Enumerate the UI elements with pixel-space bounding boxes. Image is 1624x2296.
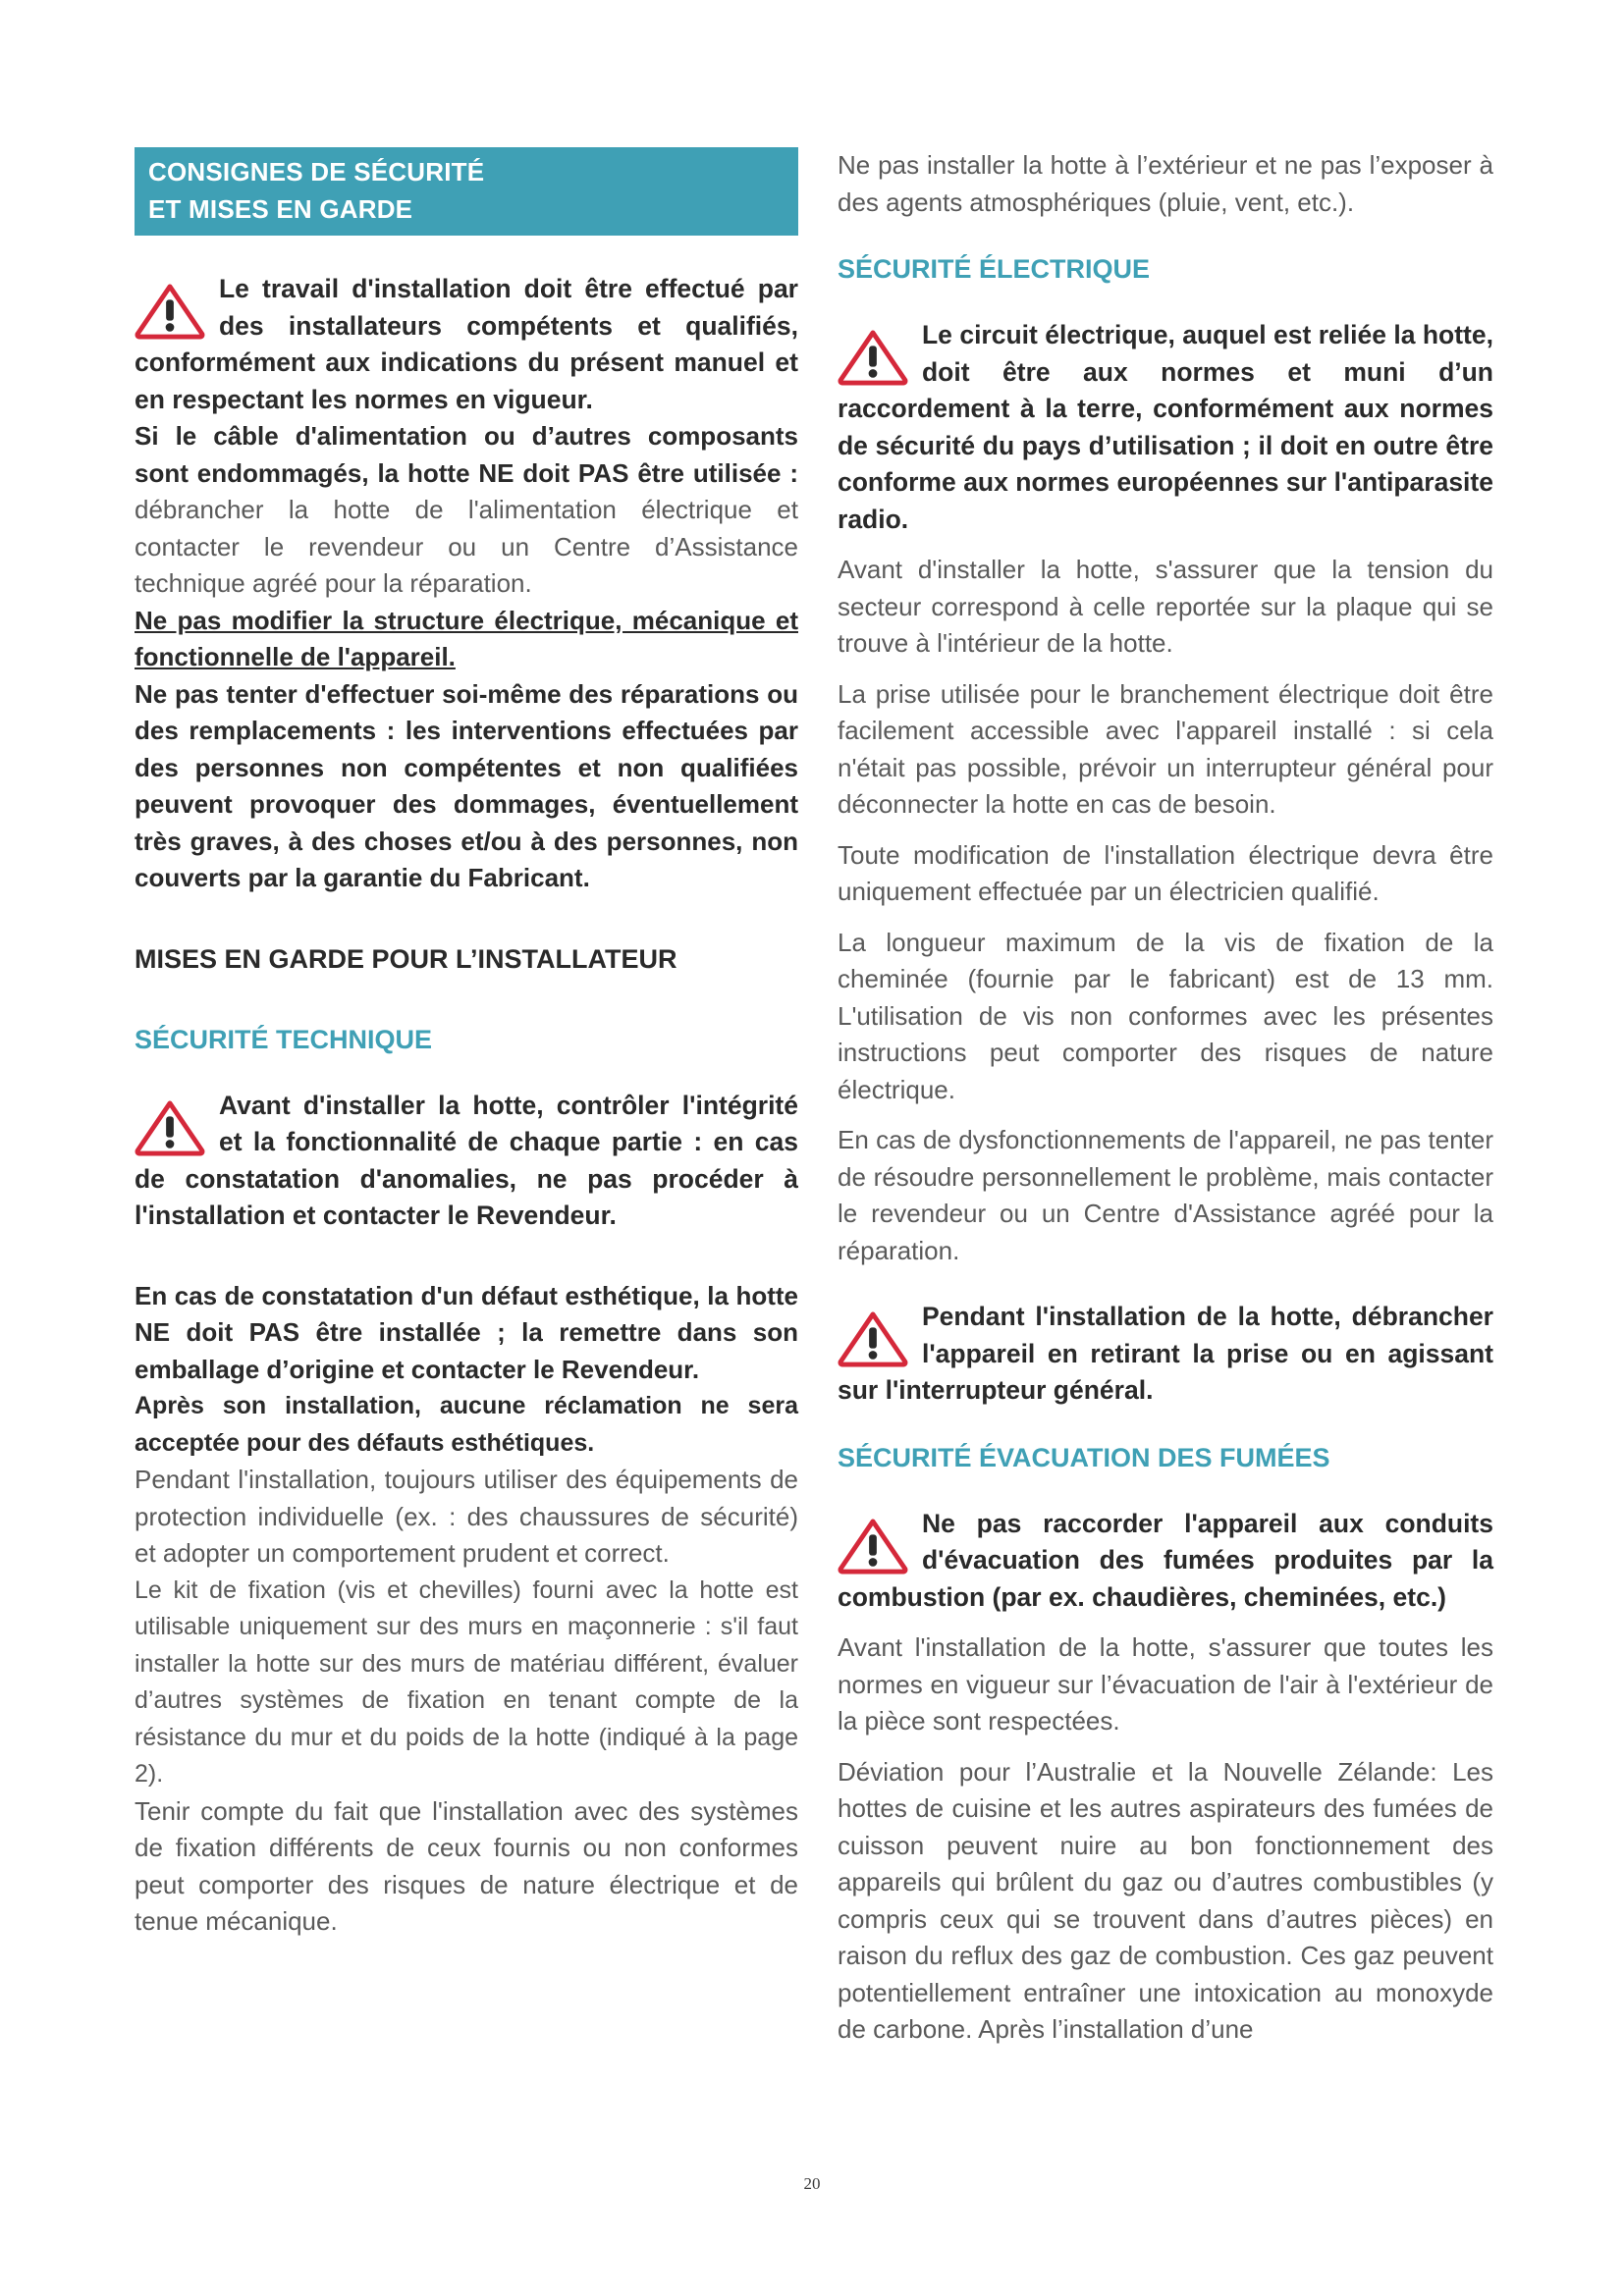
- screw-paragraph: La longueur maximum de la vis de fixation de la cheminée (fournie par le fabricant) est de 13 mm. L'utilisation de vis non conformes avec les présentes instructions peut comporter des risques de nature électrique.: [838, 927, 1493, 1104]
- norms-paragraph: Avant l'installation de la hotte, s'assurer que toutes les normes en vigueur sur l’évacuation de l'air à l'extérieur de la pièce sont respectées.: [838, 1632, 1493, 1735]
- warning-circuit-text: Le circuit électrique, auquel est reliée la hotte, doit être aux normes et muni d’un raccordement à la terre, conformément aux normes de sécurité du pays d’utilisation ; il doit en outre être conforme aux normes européennes sur l'antiparasite radio.: [838, 320, 1493, 534]
- warning-integrity: [135, 1088, 798, 1235]
- warning-installers: [135, 271, 798, 418]
- warning-triangle-icon: [838, 1310, 908, 1367]
- warning-integrity-text: Avant d'installer la hotte, contrôler l'intégrité et la fonctionnalité de chaque partie : en cas de constatation d'anomalies, ne pas procéder à l'installation et contacter le Revendeur.: [135, 1090, 798, 1230]
- aesthetic-defect-warning: En cas de constatation d'un défaut esthétique, la hotte NE doit PAS être installée ; la remettre dans son emballage d’origine et contacter le Revendeur.: [135, 1280, 798, 1384]
- voltage-paragraph: Avant d'installer la hotte, s'assurer que la tension du secteur correspond à celle reportée sur la plaque qui se trouve à l'intérieur de la hotte.: [838, 555, 1493, 658]
- section-title-line2: ET MISES EN GARDE: [148, 194, 413, 224]
- warning-circuit: [838, 317, 1493, 538]
- damaged-cable-paragraph: [135, 418, 798, 603]
- warning-unplug: [838, 1299, 1493, 1410]
- technical-safety-heading: SÉCURITÉ TECHNIQUE: [135, 1024, 433, 1054]
- warning-triangle-icon: [838, 1518, 908, 1575]
- warning-installers-text: Le travail d'installation doit être effectué par des installateurs compétents et qualifiés, conformément aux indications du présent manuel et en respectant les normes en vigueur.: [135, 274, 798, 414]
- left-column: [135, 147, 798, 1941]
- no-repair-warning: Ne pas tenter d'effectuer soi-même des réparations ou des remplacements : les interventions effectuées par des personnes non compétentes et non qualifiées peuvent provoquer des dommages, éventuellement très graves, à des choses et/ou à des personnes, non couverts par la garantie du Fabricant.: [135, 678, 798, 892]
- no-modify-warning: Ne pas modifier la structure électrique, mécanique et fonctionnelle de l'appareil.: [135, 605, 798, 671]
- page-number: 20: [803, 2174, 821, 2193]
- installer-heading: MISES EN GARDE POUR L’INSTALLATEUR: [135, 943, 677, 974]
- electrician-paragraph: Toute modification de l'installation électrique devra être uniquement effectuée par un électricien qualifié.: [838, 839, 1493, 906]
- electrical-safety-heading: SÉCURITÉ ÉLECTRIQUE: [838, 254, 1151, 284]
- warning-flue-text: Ne pas raccorder l'appareil aux conduits d'évacuation des fumées produites par la combustion (par ex. chaudières, cheminées, etc.): [838, 1508, 1493, 1612]
- socket-paragraph: La prise utilisée pour le branchement électrique doit être facilement accessible avec l'appareil installé : si cela n'était pas possible, prévoir un interrupteur général pour déconnecter la hotte en cas de besoin.: [838, 678, 1493, 819]
- damaged-cable-rest: débrancher la hotte de l'alimentation électrique et contacter le revendeur ou un Centre d’Assistance technique agréé pour la réparation.: [135, 495, 798, 598]
- warning-triangle-icon: [838, 329, 908, 386]
- warning-triangle-icon: [135, 283, 205, 340]
- damaged-cable-bold: Si le câble d'alimentation ou d’autres composants sont endommagés, la hotte NE doit PAS être utilisée :: [135, 421, 798, 488]
- right-column: [838, 147, 1493, 2049]
- fixing-kit-paragraph: Le kit de fixation (vis et chevilles) fourni avec la hotte est utilisable uniquement sur des murs en maçonnerie : s'il faut installer la hotte sur des murs de matériau différent, évaluer d’autres systèmes de fixation en tenant compte de la résistance du mur et du poids de la hotte (indiqué à la page 2).: [135, 1575, 798, 1788]
- malfunction-paragraph: En cas de dysfonctionnements de l'appareil, ne pas tenter de résoudre personnellement le problème, mais contacter le revendeur ou un Centre d'Assistance agréé pour la réparation.: [838, 1125, 1493, 1265]
- ppe-paragraph: Pendant l'installation, toujours utiliser des équipements de protection individuelle (ex. : des chaussures de sécurité) et adopter un comportement prudent et correct.: [135, 1465, 798, 1568]
- fixing-risk-paragraph: Tenir compte du fait que l'installation avec des systèmes de fixation différents de ceux fournis ou non conformes peut comporter des risques de nature électrique et de tenue mécanique.: [135, 1795, 798, 1936]
- warning-flue: [838, 1506, 1493, 1617]
- fumes-safety-heading: SÉCURITÉ ÉVACUATION DES FUMÉES: [838, 1442, 1330, 1472]
- warning-unplug-text: Pendant l'installation de la hotte, débrancher l'appareil en retirant la prise ou en agissant sur l'interrupteur général.: [838, 1302, 1493, 1405]
- section-title-box: [135, 147, 798, 236]
- australia-paragraph: Déviation pour l’Australie et la Nouvelle Zélande: Les hottes de cuisine et les autres aspirateurs des fumées de cuisson peuvent nuire au bon fonctionnement des appareils qui brûlent du gaz ou d’autres combustibles (y compris ceux qui se trouvent dans d’autres pièces) en raison du reflux des gaz de combustion. Ces gaz peuvent potentiellement entraîner une intoxication au monoxyde de carbone. Après l’installation d’une: [838, 1756, 1493, 2044]
- warning-triangle-icon: [135, 1099, 205, 1156]
- after-install-note: Après son installation, aucune réclamation ne sera acceptée pour des défauts esthétiques.: [135, 1392, 798, 1457]
- outdoor-paragraph: Ne pas installer la hotte à l’extérieur et ne pas l’exposer à des agents atmosphériques (pluie, vent, etc.).: [838, 150, 1493, 217]
- section-title-line1: CONSIGNES DE SÉCURITÉ: [148, 157, 485, 187]
